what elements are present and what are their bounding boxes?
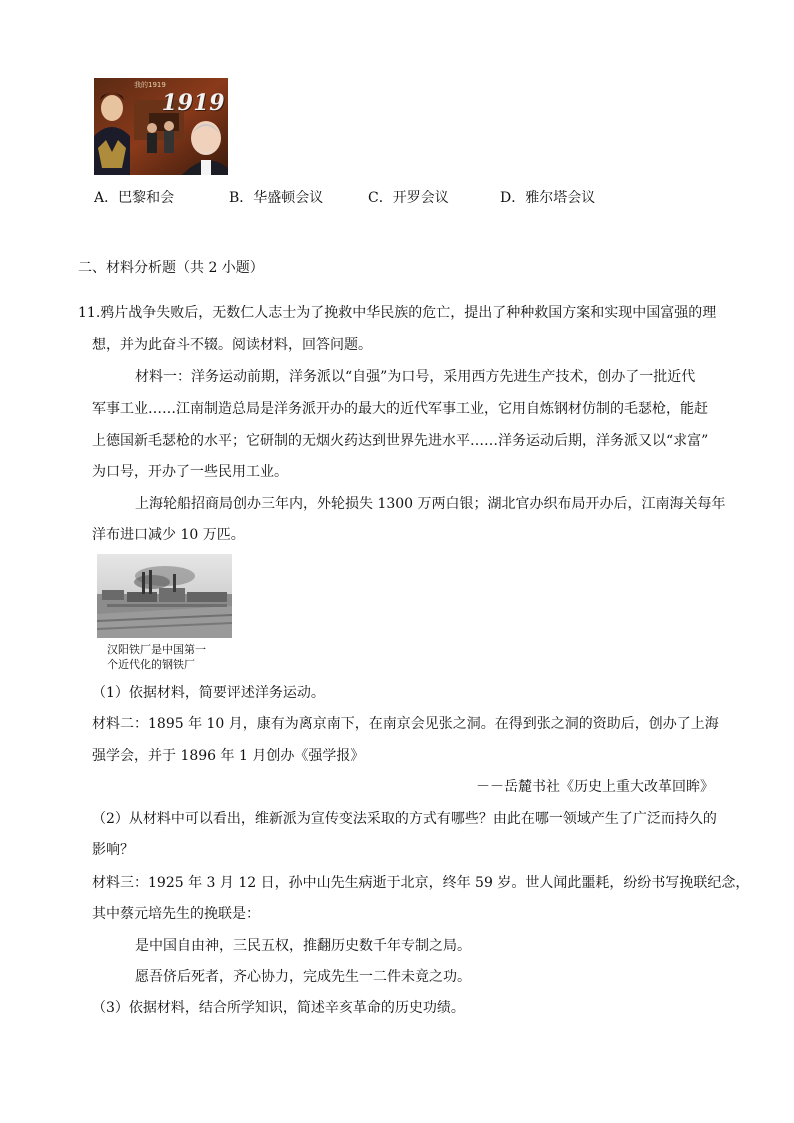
sub-question-2-line1: （2）从材料中可以看出，维新派为宣传变法采取的方式有哪些？由此在哪一领域产生了广泛而持久的 bbox=[92, 811, 717, 827]
material2-line2: 强学会，并于 1896 年 1 月创办《强学报》 bbox=[92, 748, 365, 764]
material1-line5: 上海轮船招商局创办三年内，外轮损失 1300 万两白银；湖北官办织布局开办后，江南海关每年 bbox=[135, 496, 726, 512]
material1-line3: 上德国新毛瑟枪的水平；它研制的无烟火药达到世界先进水平……洋务运动后期，洋务派又以“求富” bbox=[92, 433, 709, 449]
material1-line6: 洋布进口减少 10 万匹。 bbox=[92, 527, 245, 543]
q11-stem-line2: 想，并为此奋斗不辍。阅读材料，回答问题。 bbox=[92, 337, 372, 353]
material1-line1: 材料一：洋务运动前期，洋务派以“自强”为口号，采用西方先进生产技术，创办了一批近代 bbox=[135, 369, 696, 385]
couplet-line1: 是中国自由神，三民五权，推翻历史数千年专制之局。 bbox=[135, 938, 471, 954]
poster-subtitle-text: 我的1919 bbox=[134, 81, 166, 89]
sub-question-1: （1）依据材料，简要评述洋务运动。 bbox=[92, 685, 325, 701]
material3-line2: 其中蔡元培先生的挽联是： bbox=[92, 906, 260, 922]
poster-year-text: 1919 bbox=[161, 90, 225, 116]
answer-options bbox=[94, 188, 714, 208]
section-heading: 二、材料分析题（共 2 小题） bbox=[78, 260, 264, 276]
couplet-line2: 愿吾侪后死者，齐心协力，完成先生一二件未竟之功。 bbox=[135, 969, 471, 985]
sub-question-2-line2: 影响？ bbox=[92, 842, 134, 858]
q11-stem-line1: 11.鸦片战争失败后，无数仁人志士为了挽救中华民族的危亡，提出了种种救国方案和实现中国富强的理 bbox=[78, 305, 717, 321]
factory-graphic bbox=[97, 554, 232, 638]
material3-line1: 材料三：1925 年 3 月 12 日，孙中山先生病逝于北京，终年 59 岁。世人闻此噩耗，纷纷书写挽联纪念， bbox=[92, 875, 750, 891]
option-d: D．雅尔塔会议 bbox=[500, 190, 596, 206]
material2-line1: 材料二：1895 年 10 月，康有为离京南下，在南京会见张之洞。在得到张之洞的资助后，创办了上海 bbox=[92, 716, 719, 732]
option-c: C．开罗会议 bbox=[368, 190, 449, 206]
material1-line4: 为口号，开办了一些民用工业。 bbox=[92, 464, 288, 480]
photo-caption bbox=[107, 642, 237, 672]
hanyang-ironworks-photo bbox=[97, 554, 232, 638]
photo-caption-line1: 汉阳铁厂是中国第一 bbox=[107, 643, 206, 656]
sub-question-3: （3）依据材料，结合所学知识，简述辛亥革命的历史功绩。 bbox=[92, 1000, 465, 1016]
material2-source: －－岳麓书社《历史上重大改革回眸》 bbox=[476, 779, 714, 795]
material1-line2: 军事工业……江南制造总局是洋务派开办的最大的近代军事工业，它用自炼钢材仿制的毛瑟枪，能赶 bbox=[92, 401, 708, 417]
movie-poster-image bbox=[94, 78, 228, 175]
photo-caption-line2: 个近代化的钢铁厂 bbox=[107, 658, 195, 671]
option-b: B．华盛顿会议 bbox=[229, 190, 324, 206]
option-a: A．巴黎和会 bbox=[94, 190, 175, 206]
